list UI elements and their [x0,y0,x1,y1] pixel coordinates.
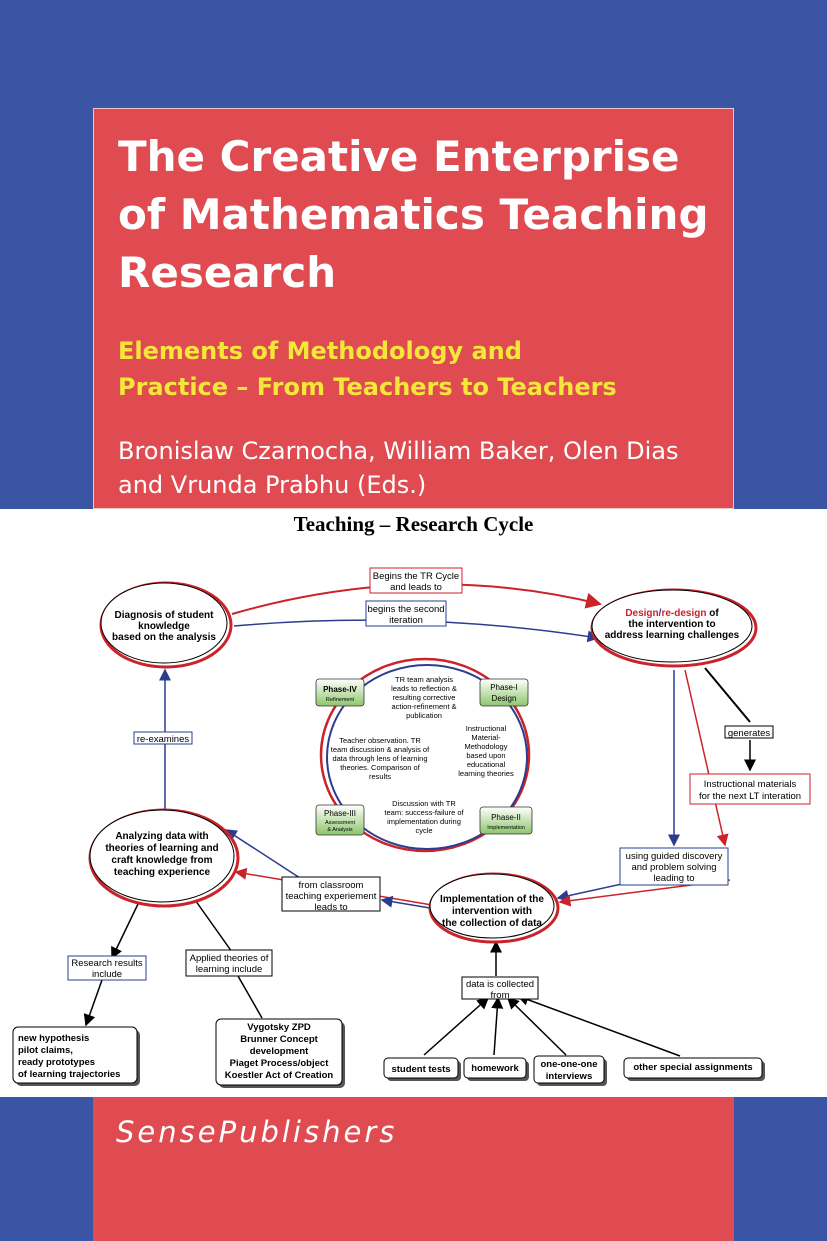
center-right-line: learning theories [458,769,514,778]
book-authors [118,434,718,502]
design-slash: / [658,608,662,619]
hypothesis-line: ready prototypes [18,1057,96,1068]
research-results-line: include [91,969,123,980]
re-examines-text: re-examines [136,734,190,745]
phase-i-sub: Design [491,694,517,703]
subtitle-line: Elements of Methodology and [118,337,522,365]
analyzing-line: teaching experience [113,867,211,878]
center-bottom-text [384,799,464,835]
vygotsky-line: Brunner Concept [240,1034,318,1045]
implementation-line: the collection of data [441,918,543,929]
data-collected-line: data is collected [465,979,535,990]
title-line: The Creative Enterprise [118,132,680,181]
diagnosis-line: knowledge [138,621,190,632]
student-tests-text: student tests [391,1064,451,1075]
analyzing-line: craft knowledge from [111,855,213,866]
label-from-classroom [282,877,380,913]
label-applied-theories [186,950,272,976]
data-collected-line: from [490,990,510,1001]
book-title [118,128,728,302]
analyzing-line: Analyzing data with [115,831,209,842]
design-of: of [706,608,719,619]
applied-theories-line: learning include [195,964,263,975]
analyzing-line: theories of learning and [105,843,219,854]
phase-ii-box [480,807,532,834]
design-line: address learning challenges [604,630,740,641]
from-classroom-line: teaching experiement [285,891,377,902]
vygotsky-line: development [249,1046,309,1057]
begins-tr-line: and leads to [390,582,442,593]
publisher-part2: Publishers [218,1115,398,1149]
center-top-line: TR team analysis [395,675,453,684]
design-word: Design [625,608,659,619]
box-other-assignments [624,1058,765,1081]
hypothesis-line: pilot claims, [18,1045,73,1056]
label-guided [620,848,728,885]
phase-iii-sub: & Analysis [327,827,353,833]
center-left-line: theories. Comparison of [340,763,420,772]
center-left-line: results [368,772,392,781]
title-line: of Mathematics Teaching [118,190,709,239]
arrow-homework-to-data [494,998,498,1055]
center-right-text [458,724,514,778]
center-top-line: leads to reflection & [391,684,457,693]
figure-title: Teaching – Research Cycle [293,512,534,536]
label-begins-second [366,601,446,626]
hypothesis-line: of learning trajectories [18,1069,121,1080]
one-one-line: one-one-one [540,1059,598,1070]
node-implementation [430,874,558,942]
begins-second-line: iteration [389,615,423,626]
box-homework [464,1058,529,1081]
instructional-line: for the next LT interation [698,791,802,802]
center-top-line: action-refinement & [391,702,457,711]
node-design [592,590,756,666]
hypothesis-line: new hypothesis [18,1033,90,1044]
phase-cycle [316,659,532,851]
label-begins-tr [370,568,462,593]
phase-iii-title: Phase-III [323,809,357,818]
authors-line: Bronislaw Czarnocha, William Baker, Olen Dias [118,437,679,465]
arrow-other-to-data [518,996,680,1056]
title-line: Research [118,248,337,297]
arrow-design-generates [705,668,750,722]
phase-i-box [480,679,528,706]
center-top-text [391,675,457,720]
authors-line: and Vrunda Prabhu (Eds.) [118,471,427,499]
teaching-research-cycle-diagram [0,509,827,1097]
phase-i-title: Phase-I [490,683,518,692]
guided-line: using guided discovery [625,851,723,862]
diagnosis-line: based on the analysis [112,632,216,643]
applied-theories-line: Applied theories of [189,953,269,964]
vygotsky-line: Piaget Process/object [229,1058,329,1069]
center-top-line: publication [406,711,442,720]
publisher-part1: Sense [116,1115,219,1149]
node-diagnosis [101,583,231,667]
label-instructional [690,774,810,804]
subtitle-line: Practice – From Teachers to Teachers [118,373,617,401]
center-left-text [331,736,430,781]
label-data-collected [462,977,538,1001]
implementation-line: intervention with [452,906,532,917]
from-classroom-line: leads to [314,902,348,913]
arrow-interviews-to-data [508,998,566,1055]
design-line: the intervention to [628,619,716,630]
center-left-line: team discussion & analysis of [330,745,430,754]
center-right-line: Methodology [464,742,508,751]
center-bottom-line: Discussion with TR [392,799,456,808]
box-vygotsky [216,1019,345,1088]
center-left-line: Teacher observation. TR [339,736,421,745]
from-classroom-line: from classroom [298,880,364,891]
node-analyzing [90,810,238,906]
center-right-line: Instructional [465,724,507,733]
center-top-line: resulting corrective [392,693,456,702]
implementation-line: Implementation of the [440,894,544,905]
redesign-word: re-design [661,608,707,619]
box-one-one-one [534,1056,607,1086]
center-right-line: Material- [471,733,501,742]
phase-iv-sub: Refinement [325,697,355,703]
arrow-vygotsky-to-theories [238,976,262,1018]
arrow-analyzing-to-research [112,904,138,958]
research-results-line: Research results [71,958,143,969]
publisher-logo [116,1115,397,1149]
center-bottom-line: cycle [415,826,433,835]
center-right-line: based upon [466,751,506,760]
one-one-line: interviews [545,1071,593,1082]
guided-line: and problem solving [631,862,717,873]
box-student-tests [384,1058,461,1081]
center-right-line: educational [466,760,506,769]
center-bottom-line: team: success-failure of [384,808,464,817]
begins-second-line: begins the second [367,604,445,615]
homework-text: homework [471,1063,519,1074]
phase-iii-sub: Assessment [325,820,355,826]
label-re-examines [134,732,192,745]
label-research-results [68,956,146,980]
other-text: other special assignments [633,1062,753,1073]
generates-text: generates [727,728,771,739]
box-new-hypothesis [13,1027,140,1086]
instructional-line: Instructional materials [703,779,797,790]
vygotsky-line: Vygotsky ZPD [247,1022,311,1033]
label-generates [725,726,773,739]
begins-tr-line: Begins the TR Cycle [372,571,460,582]
guided-line: leading to [653,873,695,884]
phase-ii-title: Phase-II [491,813,521,822]
center-bottom-line: implementation during [387,817,461,826]
phase-ii-sub: Implementation [487,825,525,831]
diagnosis-line: Diagnosis of student [114,610,214,621]
design-heading [625,608,719,619]
phase-iv-title: Phase-IV [323,685,357,694]
vygotsky-line: Koestler Act of Creation [224,1070,334,1081]
phase-iv-box [316,679,364,706]
center-left-line: data through lens of learning [332,754,428,763]
phase-iii-box [316,805,364,835]
arrow-studenttests-to-data [424,998,488,1055]
arrow-design-to-instructional-red [685,670,725,845]
arrow-research-to-hypothesis [86,980,102,1025]
book-subtitle [118,333,718,405]
